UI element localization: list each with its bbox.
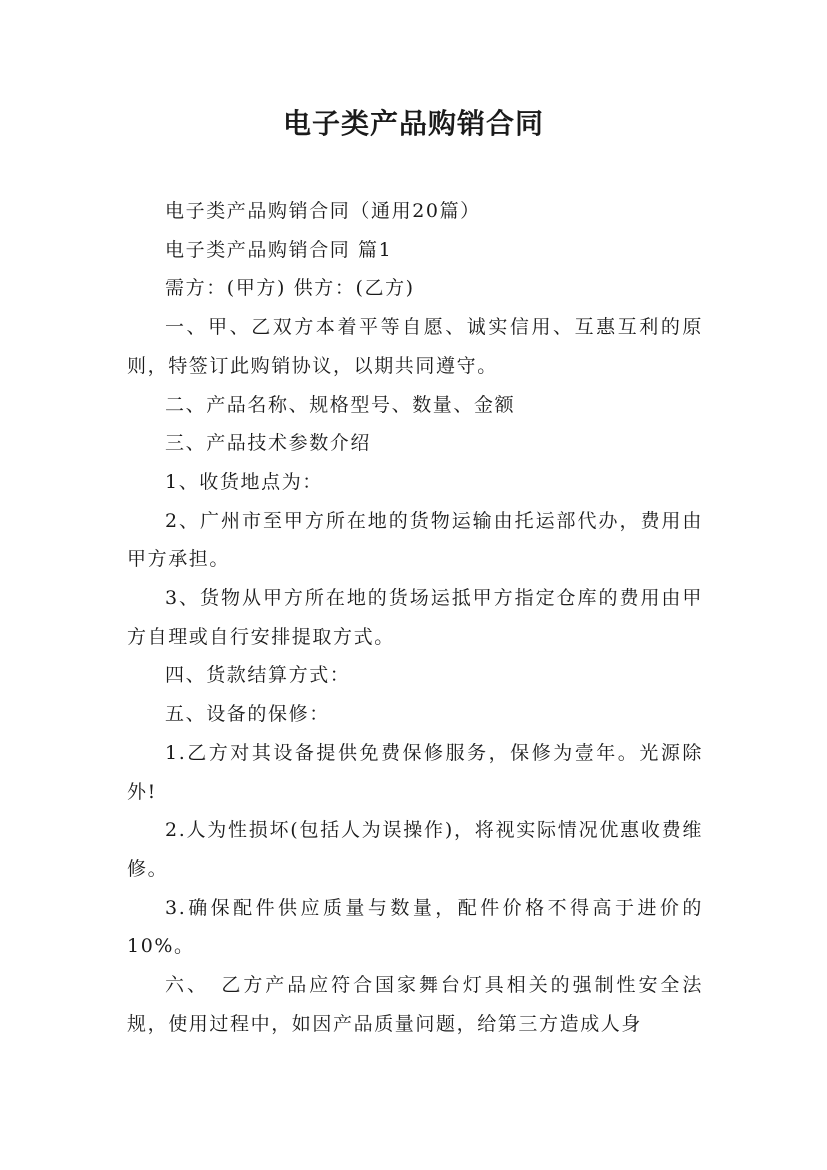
- paragraph: 五、设备的保修：: [165, 703, 330, 726]
- paragraph: 3、货物从甲方所在地的货场运抵甲方指定仓库的费用由甲方自理或自行安排提取方式。: [127, 587, 703, 648]
- paragraph: 四、货款结算方式：: [165, 664, 351, 687]
- paragraph: 2.人为性损坏(包括人为误操作)，将视实际情况优惠收费维修。: [127, 819, 703, 880]
- paragraph: 电子类产品购销合同（通用20篇）: [165, 200, 481, 222]
- paragraph: 一、甲、乙双方本着平等自愿、诚实信用、互惠互利的原则，特签订此购销协议，以期共同遵守。: [127, 316, 703, 377]
- paragraph: 1、收货地点为：: [165, 470, 323, 493]
- paragraph: 1.乙方对其设备提供免费保修服务，保修为壹年。光源除外!: [127, 741, 703, 803]
- document-title: 电子类产品购销合同: [282, 107, 544, 140]
- paragraph: 3.确保配件供应质量与数量，配件价格不得高于进价的10%。: [127, 896, 703, 958]
- paragraph: 2、广州市至甲方所在地的货物运输由托运部代办，费用由甲方承担。: [127, 509, 703, 571]
- paragraph: 电子类产品购销合同 篇1: [165, 238, 393, 261]
- paragraph: 需方：(甲方) 供方：(乙方): [165, 277, 415, 300]
- paragraph: 二、产品名称、规格型号、数量、金额: [165, 393, 516, 416]
- paragraph: 三、产品技术参数介绍: [165, 432, 372, 455]
- document-body: [127, 192, 703, 1043]
- paragraph: 六、 乙方产品应符合国家舞台灯具相关的强制性安全法规，使用过程中，如因产品质量问题，给第三方造成人身: [127, 974, 703, 1035]
